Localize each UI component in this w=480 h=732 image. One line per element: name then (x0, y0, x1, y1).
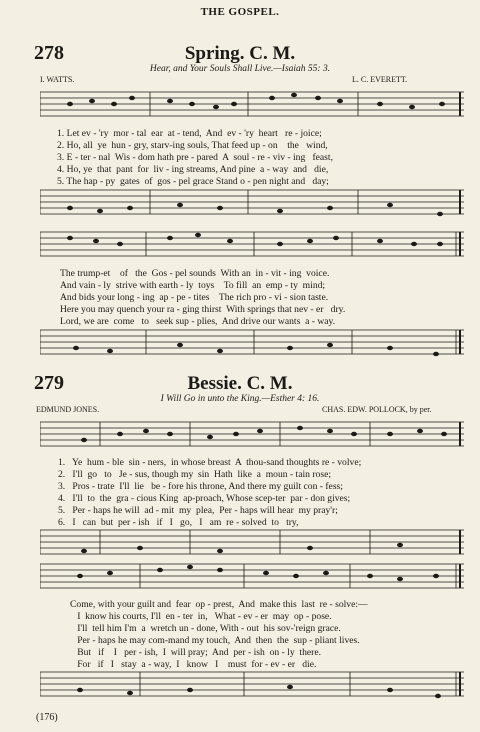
music-staff (40, 420, 464, 452)
lyricist-credit: I. WATTS. (40, 75, 75, 84)
lyric-line: Per - haps he may com-mand my touch, And then the sup - pliant lives. (70, 635, 360, 646)
composer-credit: CHAS. EDW. POLLOCK, by per. (322, 405, 432, 414)
music-staff (40, 528, 464, 558)
lyric-line: 1. Let ev - 'ry mor - tal ear at - tend, And ev - 'ry heart re - joice; (57, 128, 322, 139)
music-staff (40, 230, 464, 262)
music-staff (40, 90, 464, 122)
lyric-line: The trump-et of the Gos - pel sounds With an in - vit - ing voice. (60, 268, 330, 279)
lyric-line: Come, with your guilt and fear op - prest, And make this last re - solve:— (70, 599, 368, 610)
lyric-line: 2. Ho, all ye hun - gry, starv-ing souls, That feed up - on the wind, (57, 140, 328, 151)
lyric-line: For if I stay a - way, I know I must for - ev - er die. (70, 659, 317, 670)
music-staff (40, 328, 464, 360)
hymn-number: 279 (34, 372, 64, 394)
lyric-line: I'll tell him I'm a wretch un - done, With - out his sov-'reign grace. (70, 623, 341, 634)
music-staff (40, 670, 464, 702)
music-staff (40, 562, 464, 594)
scripture-reference: Hear, and Your Souls Shall Live.—Isaiah 55: 3. (149, 64, 331, 74)
lyric-line: Lord, we are come to seek sup - plies, And drive our wants a - way. (60, 316, 336, 327)
lyric-line: Here you may quench your ra - ging thirst With springs that nev - er dry. (60, 304, 346, 315)
composer-credit: L. C. EVERETT. (352, 75, 408, 84)
lyric-line: 2. I'll go to Je - sus, though my sin Hath like a moun - tain rose; (58, 469, 331, 480)
lyric-line: 6. I can but per - ish if I go, I am re - solved to try, (58, 517, 299, 528)
lyric-line: And vain - ly strive with earth - ly toys To fill an emp - ty mind; (60, 280, 326, 291)
hymn-number: 278 (34, 42, 64, 64)
lyric-line: 3. E - ter - nal Wis - dom hath pre - pared A soul - re - viv - ing feast, (57, 152, 333, 163)
lyric-line: 5. Per - haps he will ad - mit my plea, Per - haps will hear my pray'r; (58, 505, 338, 516)
hymn-title: Bessie. C. M. (187, 373, 293, 394)
lyricist-credit: EDMUND JONES. (36, 405, 100, 414)
music-staff (40, 188, 464, 220)
lyric-line: 4. Ho, ye that pant for liv - ing streams, And pine a - way and die, (57, 164, 329, 175)
lyric-line: But if I per - ish, I will pray; And per - ish on - ly there. (70, 647, 321, 658)
scripture-reference: I Will Go in unto the King.—Esther 4: 16. (160, 394, 320, 404)
lyric-line: And bids your long - ing ap - pe - tites The rich pro - vi - sion taste. (60, 292, 329, 303)
lyric-line: I know his courts, I'll en - ter in, What - ev - er may op - pose. (70, 611, 332, 622)
lyric-line: 1. Ye hum - ble sin - ners, in whose breast A thou-sand thoughts re - volve; (58, 457, 362, 468)
page-number: (176) (36, 712, 58, 723)
lyric-line: 5. The hap - py gates of gos - pel grace Stand o - pen night and day; (57, 176, 329, 187)
lyric-line: 4. I'll to the gra - cious King ap-proach, Whose scep-ter par - don gives; (58, 493, 351, 504)
hymn-title: Spring. C. M. (184, 43, 296, 64)
lyric-line: 3. Pros - trate I'll lie be - fore his throne, And there my guilt con - fess; (58, 481, 343, 492)
running-head: THE GOSPEL. (200, 6, 280, 18)
